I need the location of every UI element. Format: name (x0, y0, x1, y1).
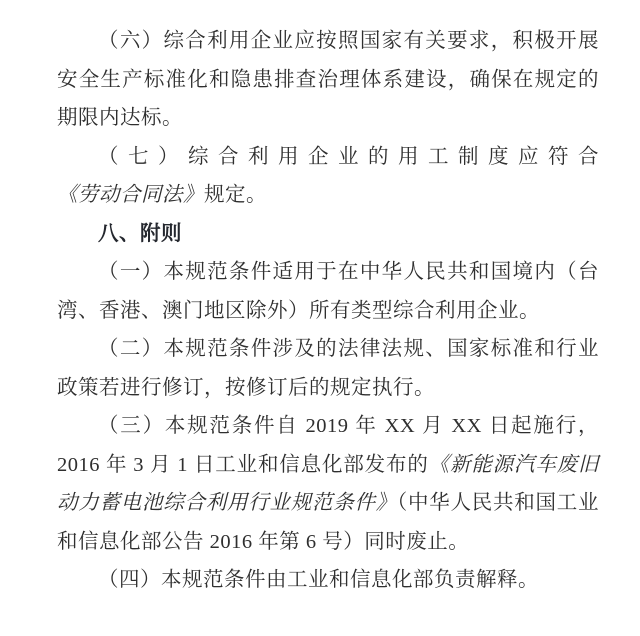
book-title: 《劳动合同法》 (57, 184, 204, 206)
book-title: 《新能源汽车废旧动力蓄电池综合利用行业规范条件》 (57, 453, 600, 514)
text-run: （四）本规范条件由工业和信息化部负责解释。 (98, 569, 539, 591)
paragraph (57, 407, 599, 561)
document-body (57, 22, 599, 600)
text-run: 规定。 (204, 184, 267, 206)
text-run: 八、附则 (98, 222, 182, 245)
text-run: （中华人民共和国工业和信息化部公告 2016 年第 6 号）同时废止。 (57, 492, 599, 553)
text-run: （三）本规范条件自 2019 年 XX 月 XX 日起施行，2016 年 3 月 1 日工业和信息化部发布的 (57, 415, 599, 476)
paragraph (57, 330, 599, 407)
paragraph (57, 253, 599, 330)
paragraph (57, 561, 599, 600)
text-run: （七）综合利用企业的用工制度应符合 (98, 145, 599, 168)
text-run: （六）综合利用企业应按照国家有关要求，积极开展安全生产标准化和隐患排查治理体系建设，确保在规定的期限内达标。 (57, 30, 599, 129)
text-run: （一）本规范条件适用于在中华人民共和国境内（台湾、香港、澳门地区除外）所有类型综合利用企业。 (57, 261, 599, 322)
paragraph (57, 22, 599, 138)
paragraph (57, 138, 599, 215)
section-heading (57, 215, 599, 254)
text-run: （二）本规范条件涉及的法律法规、国家标准和行业政策若进行修订，按修订后的规定执行。 (57, 338, 599, 399)
